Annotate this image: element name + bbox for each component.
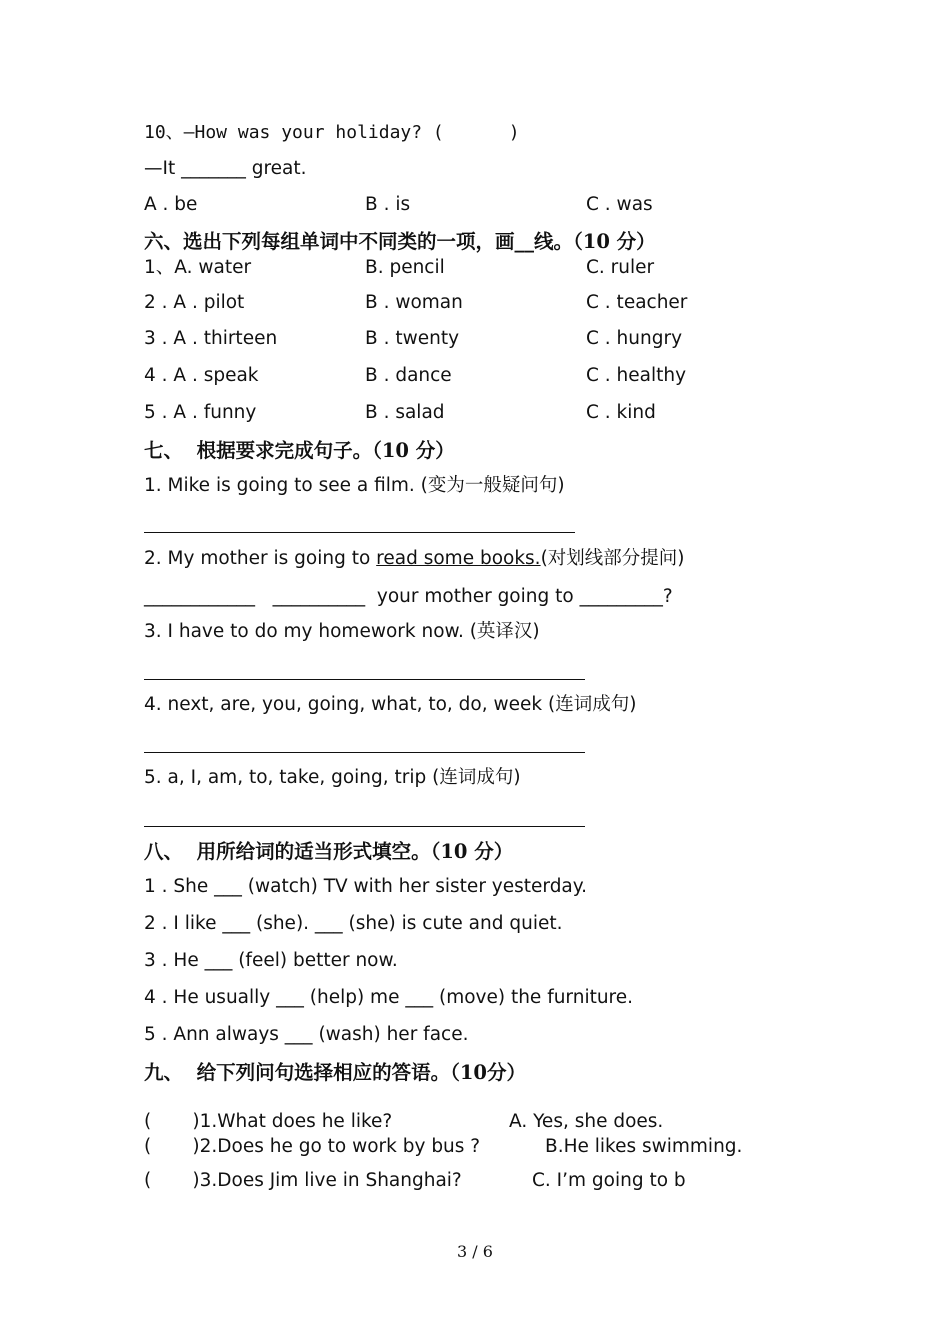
- section7-heading: 七、 根据要求完成句子。（10 分）: [144, 439, 455, 462]
- section8-heading: 八、 用所给词的适当形式填空。（10 分）: [144, 840, 514, 863]
- s9-a2: B.He likes swimming.: [545, 1136, 743, 1157]
- s7-q2: [144, 547, 685, 571]
- s7-q5: 5. a, I, am, to, take, going, trip (连词成句): [144, 767, 521, 788]
- s9-a1: A. Yes, she does.: [509, 1111, 664, 1132]
- s6-row2-a: 2 . A . pilot: [144, 292, 245, 313]
- s9-q1: ( )1.What does he like?: [144, 1111, 393, 1132]
- s7-q3-answer-line: [144, 679, 585, 680]
- q10-question: 10、—How was your holiday? ( ): [144, 122, 520, 143]
- page-number: 3 / 6: [457, 1242, 493, 1261]
- s6-row5-b: B . salad: [365, 402, 445, 423]
- q10-option-a: A . be: [144, 194, 198, 215]
- s6-row5-c: C . kind: [586, 402, 656, 423]
- s6-row1-c: C. ruler: [586, 257, 655, 278]
- s8-item-2: 2 . I like ___ (she). ___ (she) is cute and quiet.: [144, 913, 563, 934]
- s7-q4-answer-line: [144, 752, 585, 753]
- s8-item-4: 4 . He usually ___ (help) me ___ (move) the furniture.: [144, 987, 634, 1008]
- s9-q3: ( )3.Does Jim live in Shanghai?: [144, 1170, 462, 1191]
- s6-row3-a: 3 . A . thirteen: [144, 328, 278, 349]
- s6-row4-c: C . healthy: [586, 365, 687, 386]
- s7-q2-blank-line: ____________ __________ your mother going to _________?: [144, 586, 673, 607]
- s9-q2: ( )2.Does he go to work by bus ?: [144, 1136, 481, 1157]
- s8-item-5: 5 . Ann always ___ (wash) her face.: [144, 1024, 469, 1045]
- s9-a3: C. I’m going to b: [532, 1170, 686, 1191]
- s7-q3: 3. I have to do my homework now. (英译汉): [144, 621, 540, 642]
- s6-row3-b: B . twenty: [365, 328, 460, 349]
- s6-row1-a: 1、A. water: [144, 257, 252, 278]
- s8-item-3: 3 . He ___ (feel) better now.: [144, 950, 398, 971]
- s6-row3-c: C . hungry: [586, 328, 683, 349]
- s7-q4: 4. next, are, you, going, what, to, do, week (连词成句): [144, 694, 637, 715]
- s6-row5-a: 5 . A . funny: [144, 402, 257, 423]
- s7-q2-text: 2. My mother is going to: [144, 548, 377, 569]
- s7-q2-instruction: (对划线部分提问): [540, 548, 685, 569]
- s6-row1-b: B. pencil: [365, 257, 445, 278]
- q10-answer-line: —It _______ great.: [144, 158, 307, 179]
- q10-option-b: B . is: [365, 194, 411, 215]
- s7-q5-answer-line: [144, 826, 585, 827]
- s7-q1: 1. Mike is going to see a film. (变为一般疑问句): [144, 475, 565, 496]
- s6-row2-b: B . woman: [365, 292, 463, 313]
- s6-row4-b: B . dance: [365, 365, 452, 386]
- q10-option-c: C . was: [586, 194, 653, 215]
- s6-row2-c: C . teacher: [586, 292, 688, 313]
- section6-heading: 六、选出下列每组单词中不同类的一项，画__线。（10 分）: [144, 230, 656, 253]
- s7-q2-underlined: read some books.: [376, 548, 541, 569]
- s6-row4-a: 4 . A . speak: [144, 365, 259, 386]
- section9-heading: 九、 给下列问句选择相应的答语。（10分）: [144, 1061, 526, 1084]
- s7-q1-answer-line: [144, 532, 575, 533]
- s8-item-1: 1 . She ___ (watch) TV with her sister yesterday.: [144, 876, 587, 897]
